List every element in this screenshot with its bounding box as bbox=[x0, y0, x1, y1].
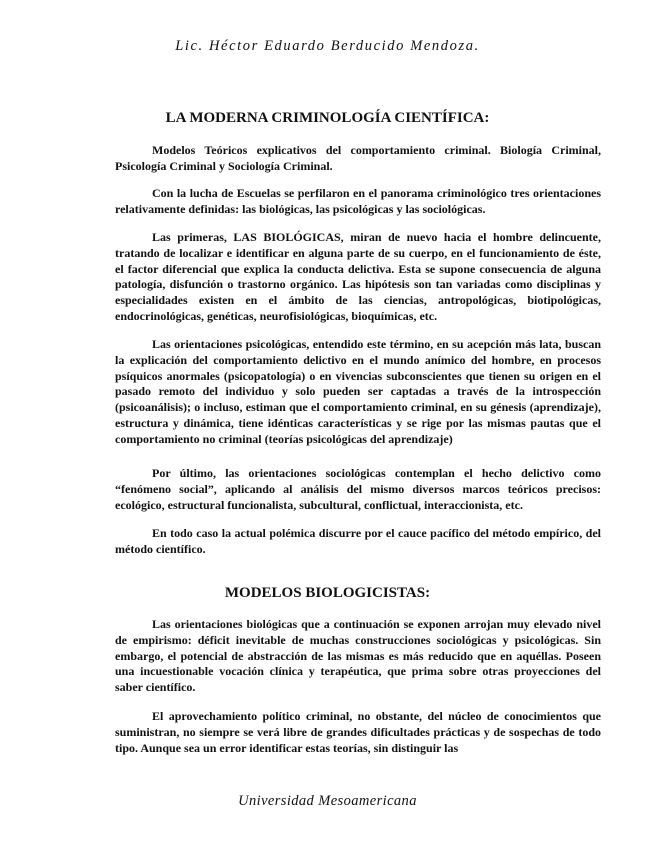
paragraph-sociologicas: Por último, las orientaciones sociológicas contemplan el hecho delictivo como “fenómeno social”, aplicando al análisis del mismo diversos marcos teóricos precisos: ecológico, estructural funcionalista, subcultural, conflictual, interaccionista, etc. bbox=[115, 466, 601, 512]
paragraph-orientaciones-biologicas: Las orientaciones biológicas que a continuación se exponen arrojan muy elevado nivel de empirismo: déficit inevitable de muchas construcciones sociológicas y psicológicas. Sin embargo, el potencial de abstracción de las mismas es más reducido que en aquéllas. Poseen una incuestionable vocación clínica y terapéutica, que prima sobre otras proyecciones del saber científico. bbox=[115, 617, 601, 695]
page-footer-institution: Universidad Mesoamericana bbox=[238, 793, 417, 809]
paragraph-aprovechamiento-politico: El aprovechamiento político criminal, no obstante, del núcleo de conocimientos que suministran, no siempre se verá libre de grandes dificultades prácticas y de sospechas de todo tipo. Aunque sea un error identificar estas teorías, sin distinguir las bbox=[115, 709, 601, 755]
paragraph-metodo-empirico: En todo caso la actual polémica discurre por el cauce pacífico del método empírico, del método científico. bbox=[115, 526, 601, 556]
section-title-criminologia: LA MODERNA CRIMINOLOGÍA CIENTÍFICA: bbox=[165, 110, 490, 126]
section-title-biologicistas: MODELOS BIOLOGICISTAS: bbox=[224, 585, 431, 601]
paragraph-modelos-teoricos: Modelos Teóricos explicativos del comportamiento criminal. Biología Criminal, Psicología Criminal y Sociología Criminal. bbox=[115, 143, 601, 173]
paragraph-biologicas: Las primeras, LAS BIOLÓGICAS, miran de nuevo hacia el hombre delincuente, tratando de localizar e identificar en alguna parte de su cuerpo, en el funcionamiento de éste, el factor diferencial que explica la conducta delictiva. Esta se supone consecuencia de alguna patología, disfunción o trastorno orgánico. Las hipótesis son tan variadas como disciplinas y especialidades existen en el ámbito de las ciencias, antropológicas, biotipológicas, endocrinológicas, genéticas, neurofisiológicas, bioquímicas, etc. bbox=[115, 230, 601, 323]
paragraph-lucha-escuelas: Con la lucha de Escuelas se perfilaron en el panorama criminológico tres orientaciones relativamente definidas: las biológicas, las psicológicas y las sociológicas. bbox=[115, 186, 601, 216]
paragraph-psicologicas: Las orientaciones psicológicas, entendido este término, en su acepción más lata, buscan la explicación del comportamiento delictivo en el mundo anímico del hombre, en procesos psíquicos anormales (psicopatología) o en vivencias subconscientes que tienen su origen en el pasado remoto del individuo y solo pueden ser captadas a través de la introspección (psicoanálisis); o incluso, estiman que el comportamiento criminal, en su génesis (aprendizaje), estructura y dinámica, tiene idénticas características y se rige por las mismas pautas que el comportamiento no criminal (teorías psicológicas del aprendizaje) bbox=[115, 337, 601, 446]
page-header-author: Lic. Héctor Eduardo Berducido Mendoza. bbox=[175, 38, 480, 54]
